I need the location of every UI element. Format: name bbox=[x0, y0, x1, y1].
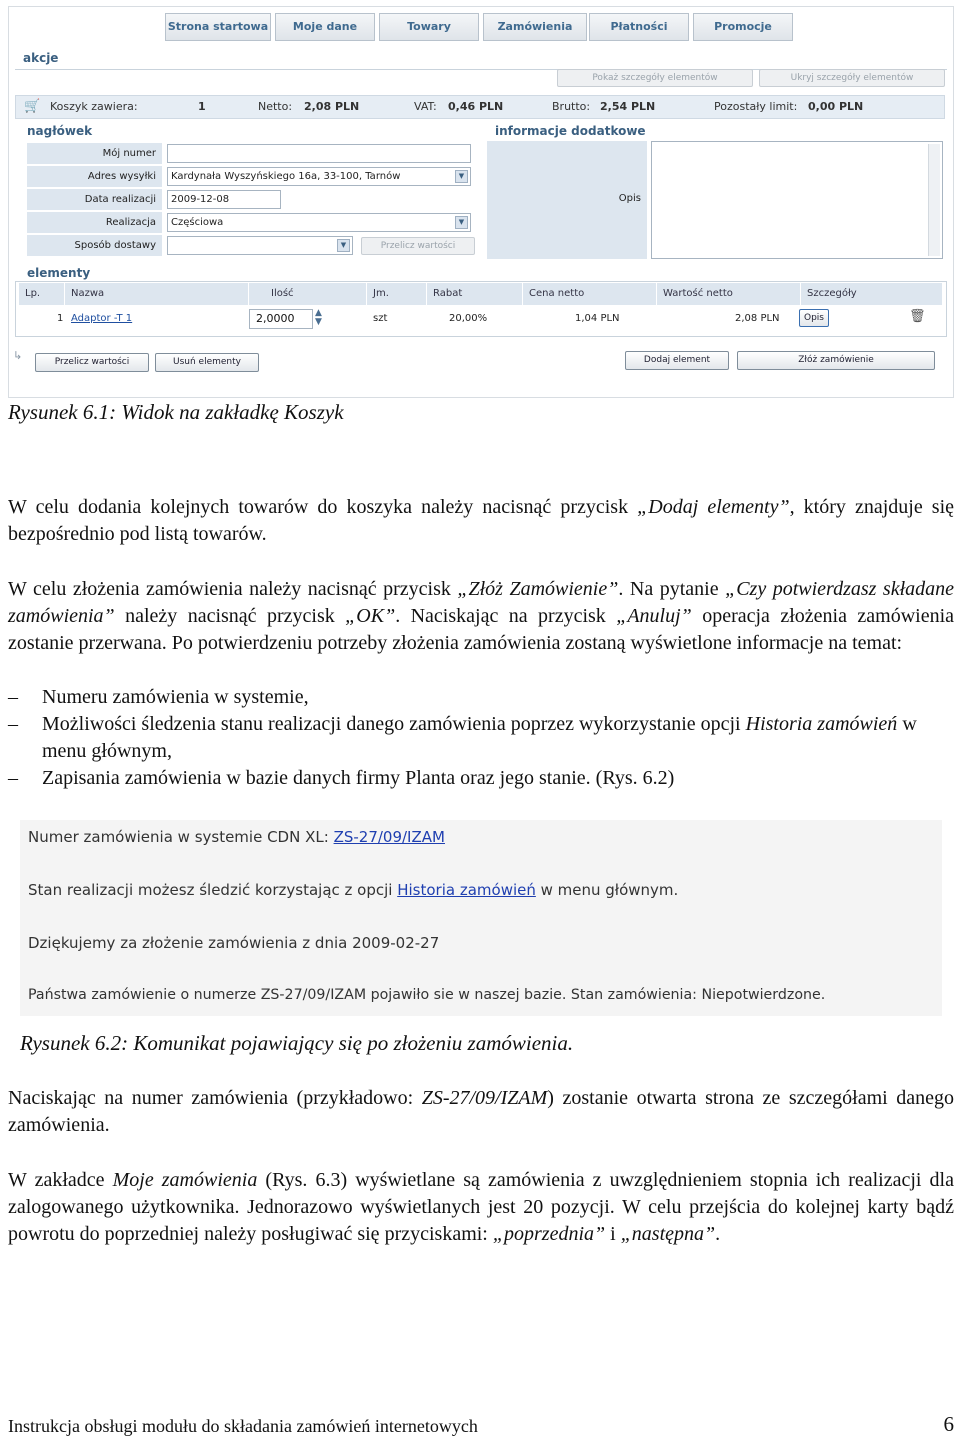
para2-em-anuluj: „Anuluj” bbox=[616, 605, 692, 627]
naglowek-title: nagłówek bbox=[27, 124, 93, 138]
para3-text: Naciskając na numer zamówienia (przykładowo: bbox=[8, 1087, 422, 1109]
para4-text: W zakładce bbox=[8, 1169, 113, 1191]
zloz-zamowienie-button[interactable]: Złóż zamówienie bbox=[737, 351, 935, 370]
para3-text-end: ) zostanie otwarta strona ze szczegółami danego zamówienia. bbox=[8, 1087, 954, 1136]
realizacja-select[interactable] bbox=[167, 213, 471, 232]
list-item-text bbox=[42, 711, 954, 765]
para4-em-nastepna: „następna” bbox=[620, 1223, 716, 1245]
para2-text: należy nacisnąć przycisk bbox=[114, 605, 346, 627]
para4-text: . bbox=[715, 1223, 721, 1245]
naglowek-panel bbox=[15, 139, 479, 263]
tab-moje-dane[interactable]: Moje dane bbox=[275, 13, 375, 41]
status-line: Państwa zamówienie o numerze ZS-27/09/IZAM pojawiło sie w naszej bazie. Stan zamówienia: Niepotwierdzone. bbox=[28, 987, 826, 1003]
col-jm: Jm. bbox=[367, 283, 427, 305]
sposob-dostawy-select[interactable] bbox=[167, 236, 353, 255]
cart-icon: 🛒 bbox=[24, 99, 41, 114]
col-ilosc: Ilość bbox=[249, 283, 367, 305]
list-item2-text-end: w menu głównym, bbox=[42, 713, 917, 762]
para1-text-end: , który znajduje się bezpośrednio pod listą towarów. bbox=[8, 496, 955, 545]
trash-icon[interactable]: 🗑 bbox=[909, 309, 926, 324]
para2-text: . Naciskając na przycisk bbox=[395, 605, 617, 627]
przelicz-wartosci-button[interactable]: Przelicz wartości bbox=[35, 353, 149, 372]
tab-strona-startowa[interactable]: Strona startowa bbox=[165, 13, 271, 41]
para4-text: (Rys. 6.3) wyświetlane są zamówienia z uwzględnieniem stopnia ich realizacji dla zalogowanego użytkownika. Jednorazowo wyświetlanych jest 20 pozycji. W celu przejścia do kolejnej karty bądź powrotu do poprzedniej należy posługiwać się przyciskami: bbox=[8, 1169, 954, 1245]
col-nazwa: Nazwa bbox=[65, 283, 249, 305]
vat-value: 0,46 PLN bbox=[448, 100, 504, 113]
para1-text: W celu dodania kolejnych towarów do koszyka należy nacisnąć przycisk bbox=[8, 496, 638, 518]
elementy-title: elementy bbox=[27, 266, 91, 280]
list-item bbox=[8, 684, 954, 711]
list-item-text: Zapisania zamówienia w bazie danych firmy Planta oraz jego stanie. (Rys. 6.2) bbox=[42, 767, 675, 789]
order-number-link[interactable]: ZS-27/09/IZAM bbox=[333, 828, 445, 846]
page-number: 6 bbox=[943, 1412, 954, 1436]
field-label-sposob: Sposób dostawy bbox=[27, 235, 162, 256]
scrollbar[interactable] bbox=[928, 144, 940, 256]
para2-em-zloz: „Złóż Zamówienie” bbox=[457, 578, 619, 600]
para2-text: operacja złożenia zamówienia zostanie przerwana. Po potwierdzeniu potrzeby złożenia zamówienia zostaną wyświetlone informacje na temat: bbox=[8, 605, 955, 654]
list-item bbox=[8, 765, 954, 792]
field-label-adres: Adres wysyłki bbox=[27, 166, 162, 187]
opis-textarea[interactable] bbox=[651, 141, 943, 259]
chevron-down-icon: ▼ bbox=[337, 239, 350, 252]
arrow-corner-icon: ↳ bbox=[13, 349, 23, 362]
paragraph-numer-zamowienia bbox=[8, 1085, 954, 1139]
tab-towary[interactable]: Towary bbox=[379, 13, 479, 41]
przelicz-wartosci-disabled-button[interactable]: Przelicz wartości bbox=[361, 237, 475, 255]
dodaj-element-button[interactable]: Dodaj element bbox=[625, 351, 729, 370]
netto-label: Netto: bbox=[258, 100, 293, 113]
para4-text: i bbox=[605, 1223, 621, 1245]
tab-platnosci[interactable]: Płatności bbox=[589, 13, 689, 41]
brutto-value: 2,54 PLN bbox=[600, 100, 656, 113]
netto-value: 2,08 PLN bbox=[304, 100, 360, 113]
informacje-title: informacje dodatkowe bbox=[495, 124, 646, 138]
moj-numer-input[interactable] bbox=[167, 144, 471, 163]
row-rabat: 20,00% bbox=[449, 313, 488, 324]
field-label-realizacja: Realizacja bbox=[27, 212, 162, 233]
realizacja-value: Częściowa bbox=[171, 217, 224, 228]
order-number-line bbox=[28, 828, 445, 846]
usun-elementy-button[interactable]: Usuń elementy bbox=[155, 353, 259, 372]
paragraph-dodaj-elementy bbox=[8, 494, 954, 548]
adres-select[interactable] bbox=[167, 167, 471, 186]
field-label-moj-numer: Mój numer bbox=[27, 143, 162, 164]
list-item2-text: Możliwości śledzenia stanu realizacji danego zamówienia poprzez wykorzystanie opcji bbox=[42, 713, 746, 735]
cart-count: 1 bbox=[198, 100, 206, 113]
brutto-label: Brutto: bbox=[552, 100, 591, 113]
cart-screenshot bbox=[8, 6, 954, 398]
limit-value: 0,00 PLN bbox=[808, 100, 864, 113]
hide-details-button[interactable]: Ukryj szczegóły elementów bbox=[759, 69, 945, 87]
para3-emphasis: ZS-27/09/IZAM bbox=[421, 1087, 548, 1109]
col-szczegoly: Szczegóły bbox=[801, 283, 943, 305]
footer-title: Instrukcja obsługi modułu do składania zamówień internetowych bbox=[8, 1416, 478, 1436]
cart-summary-bar bbox=[15, 95, 945, 119]
tracking-text: Stan realizacji możesz śledzić korzystając z opcji bbox=[28, 881, 398, 899]
para2-em-ok: „OK” bbox=[345, 605, 396, 627]
row-lp: 1 bbox=[57, 313, 64, 324]
thanks-line: Dziękujemy za złożenie zamówienia z dnia 2009-02-27 bbox=[28, 934, 440, 952]
tracking-text-end: w menu głównym. bbox=[535, 881, 679, 899]
cart-label: Koszyk zawiera: bbox=[50, 100, 138, 113]
tab-zamowienia[interactable]: Zamówienia bbox=[483, 13, 587, 41]
show-details-button[interactable]: Pokaż szczegóły elementów bbox=[557, 69, 753, 87]
field-label-data: Data realizacji bbox=[27, 189, 162, 210]
confirmation-screenshot bbox=[20, 820, 942, 1016]
limit-label: Pozostały limit: bbox=[714, 100, 798, 113]
akcje-title: akcje bbox=[23, 51, 59, 65]
vat-label: VAT: bbox=[414, 100, 437, 113]
opis-label: Opis bbox=[618, 193, 641, 204]
row-wartosc: 2,08 PLN bbox=[735, 313, 780, 324]
list-item bbox=[8, 711, 954, 765]
para4-em-poprzednia: „poprzednia” bbox=[492, 1223, 606, 1245]
para2-text: W celu złożenia zamówienia należy nacisnąć przycisk bbox=[8, 578, 458, 600]
paragraph-moje-zamowienia bbox=[8, 1167, 954, 1248]
chevron-down-icon: ▼ bbox=[455, 170, 468, 183]
para2-em-pytanie: „Czy potwierdzasz składane zamówienia” bbox=[8, 578, 955, 627]
list-dash: – bbox=[8, 686, 18, 708]
list-dash: – bbox=[8, 767, 18, 789]
row-jm: szt bbox=[373, 313, 388, 324]
para2-text: . Na pytanie bbox=[618, 578, 726, 600]
figure-caption-2: Rysunek 6.2: Komunikat pojawiający się po złożeniu zamówienia. bbox=[20, 1031, 574, 1055]
col-cena-netto: Cena netto bbox=[523, 283, 657, 305]
order-number-label: Numer zamówienia w systemie CDN XL: bbox=[28, 828, 334, 846]
chevron-down-icon: ▼ bbox=[455, 216, 468, 229]
list-item2-emphasis: Historia zamówień bbox=[745, 713, 898, 735]
list-dash: – bbox=[8, 713, 18, 735]
paragraph-zloz-zamowienie bbox=[8, 576, 954, 657]
col-rabat: Rabat bbox=[427, 283, 523, 305]
row-cena: 1,04 PLN bbox=[575, 313, 620, 324]
figure-caption-1: Rysunek 6.1: Widok na zakładkę Koszyk bbox=[8, 400, 344, 424]
ilosc-input[interactable]: 2,0000 bbox=[249, 309, 313, 329]
quantity-stepper[interactable]: ▲ ▼ bbox=[315, 308, 322, 327]
data-realizacji-input[interactable]: 2009-12-08 bbox=[167, 190, 281, 209]
para4-em-moje: Moje zamówienia bbox=[112, 1169, 258, 1191]
col-lp: Lp. bbox=[19, 283, 65, 305]
col-wartosc-netto: Wartość netto bbox=[657, 283, 801, 305]
row-nazwa-link[interactable]: Adaptor -T 1 bbox=[71, 313, 133, 324]
tracking-line bbox=[28, 881, 678, 899]
historia-zamowien-link[interactable]: Historia zamówień bbox=[397, 881, 536, 899]
opis-label-cell bbox=[487, 141, 647, 259]
opis-button[interactable]: Opis bbox=[799, 309, 829, 327]
tab-promocje[interactable]: Promocje bbox=[693, 13, 793, 41]
para1-emphasis: „Dodaj elementy” bbox=[637, 496, 790, 518]
list-item-text: Numeru zamówienia w systemie, bbox=[42, 686, 309, 708]
adres-value: Kardynała Wyszyńskiego 16a, 33-100, Tarnów bbox=[171, 171, 401, 182]
